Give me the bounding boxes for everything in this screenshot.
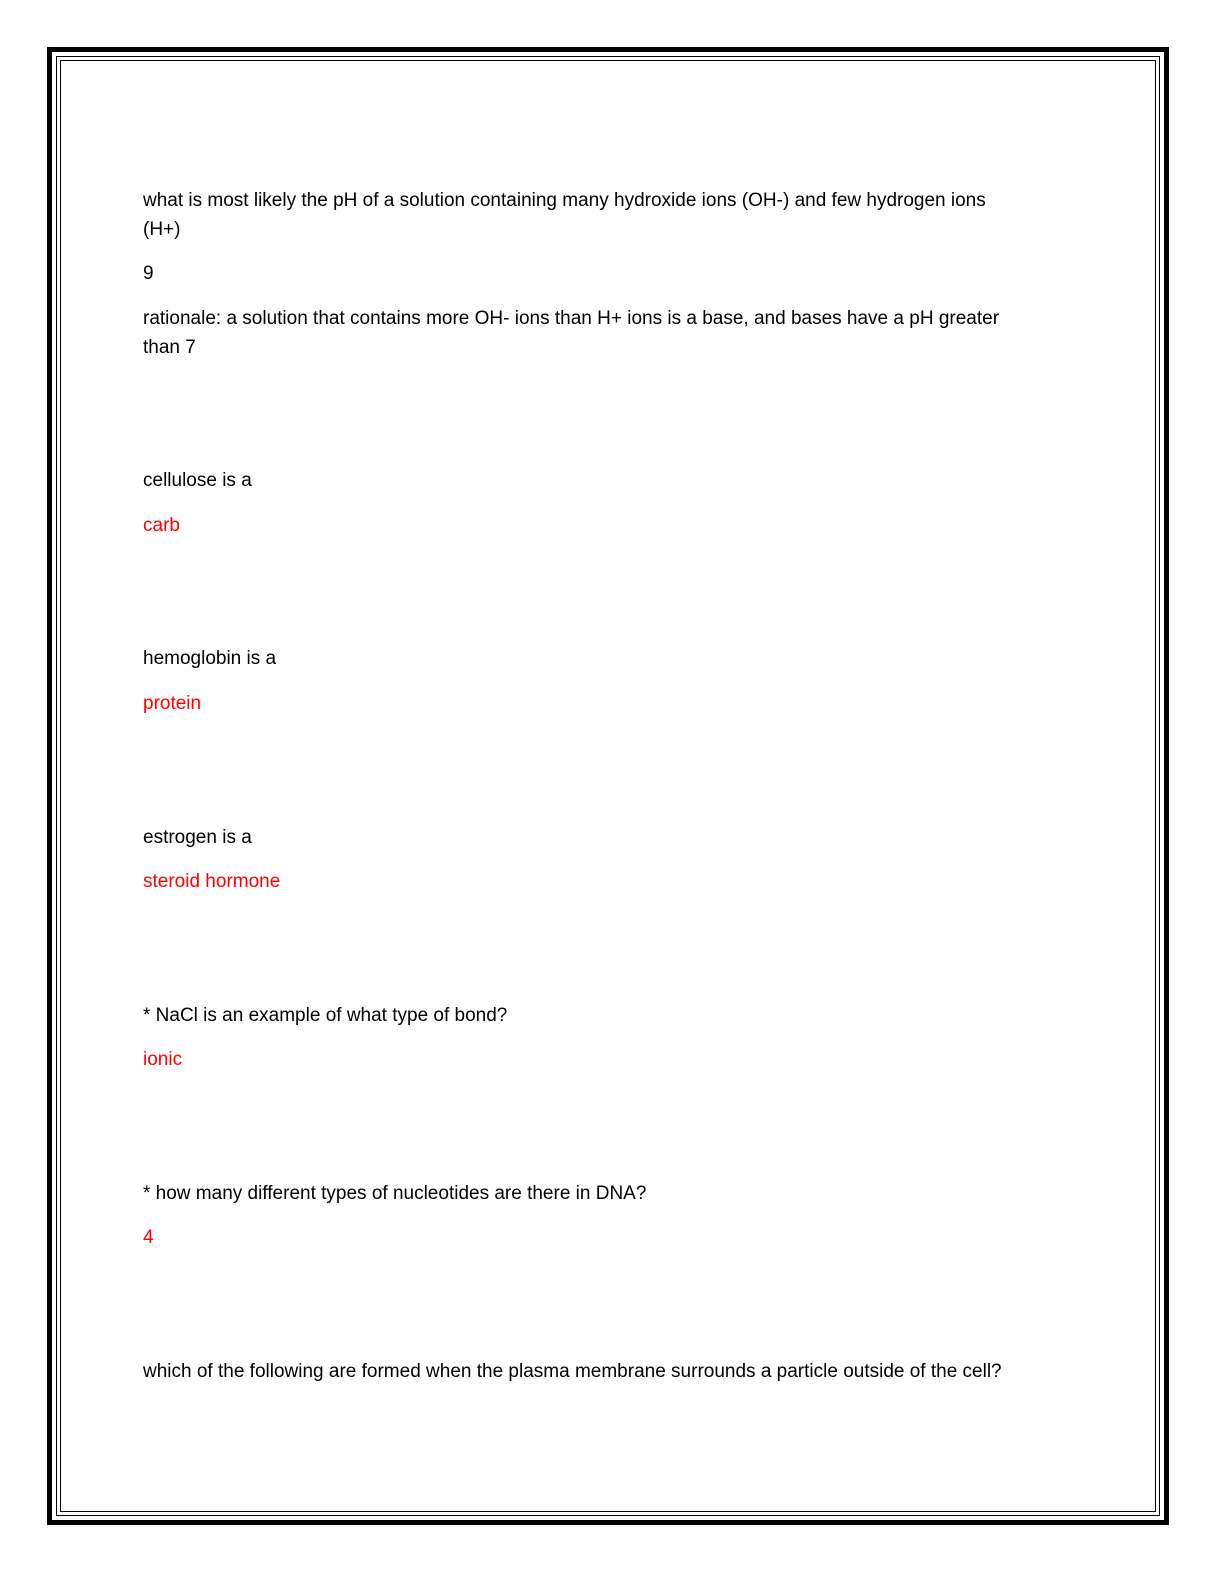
question-text: * NaCl is an example of what type of bond? <box>143 1005 508 1026</box>
page-border-middle <box>56 56 1160 1516</box>
answer-text: 4 <box>143 1227 154 1248</box>
page-border-inner <box>60 60 1156 1512</box>
question-text: estrogen is a <box>143 827 252 848</box>
question-text: hemoglobin is a <box>143 648 277 669</box>
question-text-continued: (H+) <box>143 219 181 240</box>
question-text: * how many different types of nucleotides are there in DNA? <box>143 1183 647 1204</box>
answer-text: steroid hormone <box>143 871 281 892</box>
rationale-text: rationale: a solution that contains more OH- ions than H+ ions is a base, and bases have a pH greater <box>143 308 1000 329</box>
answer-text: ionic <box>143 1049 183 1070</box>
question-text: cellulose is a <box>143 470 252 491</box>
rationale-text-continued: than 7 <box>143 337 196 358</box>
answer-text: 9 <box>143 263 154 284</box>
question-text: which of the following are formed when the plasma membrane surrounds a particle outside of the cell? <box>143 1361 1002 1382</box>
answer-text: carb <box>143 515 180 536</box>
question-text: what is most likely the pH of a solution containing many hydroxide ions (OH-) and few hydrogen ions <box>143 190 986 211</box>
page-border <box>47 47 1169 1525</box>
answer-text: protein <box>143 693 202 714</box>
